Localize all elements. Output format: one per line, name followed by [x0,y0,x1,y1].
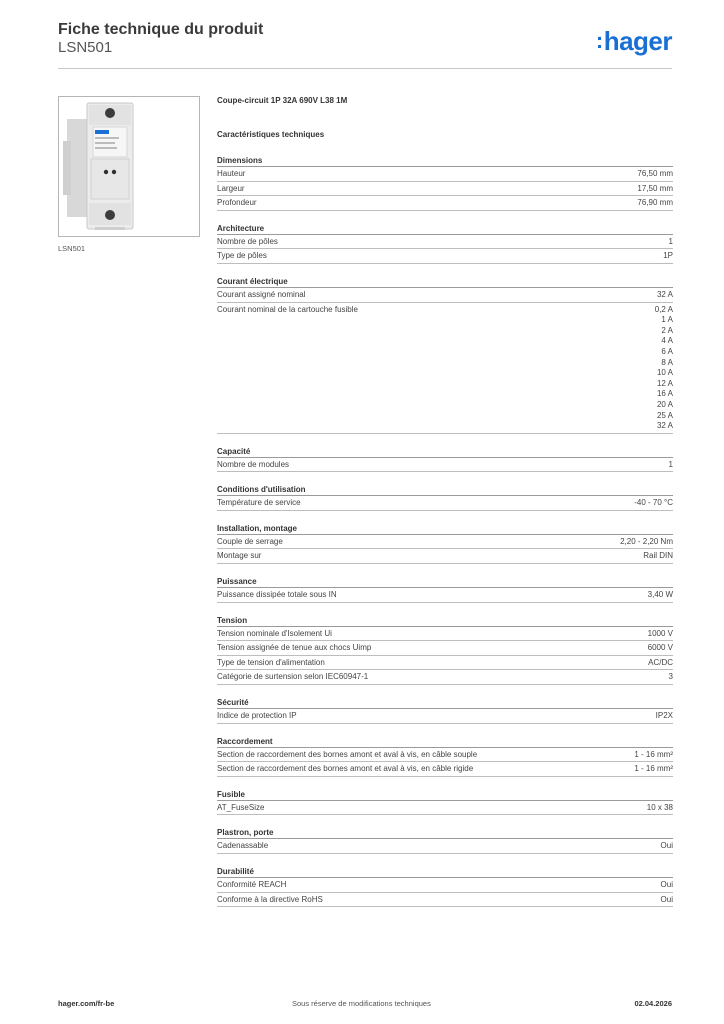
spec-row [217,762,673,777]
spec-label: Nombre de modules [217,459,290,469]
spec-value: -40 - 70 °C [634,498,673,508]
spec-label: Section de raccordement des bornes amont et aval à vis, en câble rigide [217,764,474,774]
spec-value: 2,20 - 2,20 Nm [620,536,673,546]
spec-row [217,288,673,303]
spec-row [217,670,673,685]
spec-row [217,878,673,893]
spec-value: IP2X [655,711,673,721]
spec-value: 1 [668,236,673,246]
spec-row [217,709,673,724]
footer-disclaimer: Sous réserve de modifications techniques [292,999,431,1008]
section-heading: Plastron, porte [217,828,673,839]
section-heading: Capacité [217,447,673,458]
spec-value: 0,2 A 1 A 2 A 4 A 6 A 8 A 10 A 12 A 16 A 20 A 25 A 32 A [654,304,673,431]
spec-value: 1P [663,251,673,261]
spec-row [217,196,673,211]
page-title: Fiche technique du produit [58,21,264,38]
logo-text: hager [603,26,672,56]
spec-value: 6000 V [647,643,673,653]
spec-label: Courant nominal de la cartouche fusible [217,304,358,314]
spec-row [217,458,673,473]
spec-row [217,656,673,671]
spec-value: 1 - 16 mm² [634,749,673,759]
spec-sections [217,156,673,907]
spec-value: 32 A [656,289,673,299]
spec-label: Conforme à la directive RoHS [217,894,323,904]
spec-row [217,167,673,182]
spec-value: 76,90 mm [637,198,673,208]
spec-label: Cadenassable [217,841,269,851]
spec-row [217,235,673,250]
spec-label: Indice de protection IP [217,711,297,721]
spec-row [217,535,673,550]
photo-caption: LSN501 [58,244,86,253]
spec-label: Largeur [217,183,245,193]
spec-label: Catégorie de surtension selon IEC60947-1 [217,672,369,682]
spec-value: 1 [668,459,673,469]
spec-row [217,839,673,854]
fuse-holder-image [59,97,199,236]
spec-label: Type de pôles [217,251,267,261]
spec-row [217,549,673,564]
spec-value: 3,40 W [647,590,673,600]
hager-logo: :hager [595,26,672,56]
spec-label: Tension nominale d'Isolement Ui [217,628,332,638]
section-heading: Puissance [217,577,673,588]
spec-label: Hauteur [217,169,246,178]
section-heading: Dimensions [217,156,673,167]
spec-value: 17,50 mm [637,183,673,193]
spec-row [217,496,673,511]
spec-label: AT_FuseSize [217,802,265,812]
spec-row [217,893,673,908]
spec-row [217,801,673,816]
spec-value: AC/DC [648,657,673,667]
spec-row [217,303,673,434]
section-heading: Installation, montage [217,524,673,535]
spec-value: Oui [660,841,673,851]
section-heading: Raccordement [217,737,673,748]
spec-label: Couple de serrage [217,536,283,546]
spec-label: Tension assignée de tenue aux chocs Uimp [217,643,372,653]
product-photo [58,96,200,237]
spec-label: Température de service [217,498,301,508]
footer-website: hager.com/fr-be [58,999,115,1008]
spec-row [217,641,673,656]
spec-row [217,627,673,642]
spec-value: 1000 V [647,628,673,638]
spec-value: 76,50 mm [637,169,673,178]
spec-value: Oui [660,894,673,904]
spec-value: 3 [668,672,673,682]
spec-label: Conformité REACH [217,880,287,889]
footer-date: 02.04.2026 [634,999,672,1008]
spec-value: 1 - 16 mm² [634,764,673,774]
section-heading: Fusible [217,790,673,801]
section-heading: Architecture [217,224,673,235]
product-title: Coupe-circuit 1P 32A 690V L38 1M [217,96,348,105]
spec-label: Section de raccordement des bornes amont et aval à vis, en câble souple [217,749,478,759]
header-divider [58,68,672,69]
spec-row [217,588,673,603]
spec-value: Oui [660,880,673,889]
spec-heading: Caractéristiques techniques [217,130,325,139]
section-heading: Tension [217,616,673,627]
spec-label: Montage sur [217,551,262,561]
spec-label: Profondeur [217,198,257,208]
spec-row [217,182,673,197]
spec-value: Rail DIN [643,551,673,561]
spec-label: Nombre de pôles [217,236,278,246]
spec-label: Puissance dissipée totale sous IN [217,590,337,600]
product-code: LSN501 [58,39,113,56]
section-heading: Sécurité [217,698,673,709]
spec-content [217,96,673,907]
spec-row [217,249,673,264]
spec-label: Courant assigné nominal [217,289,306,299]
spec-value: 10 x 38 [646,802,673,812]
section-heading: Conditions d'utilisation [217,485,673,496]
section-heading: Durabilité [217,867,673,878]
spec-row [217,748,673,763]
section-heading: Courant électrique [217,277,673,288]
spec-label: Type de tension d'alimentation [217,657,325,667]
